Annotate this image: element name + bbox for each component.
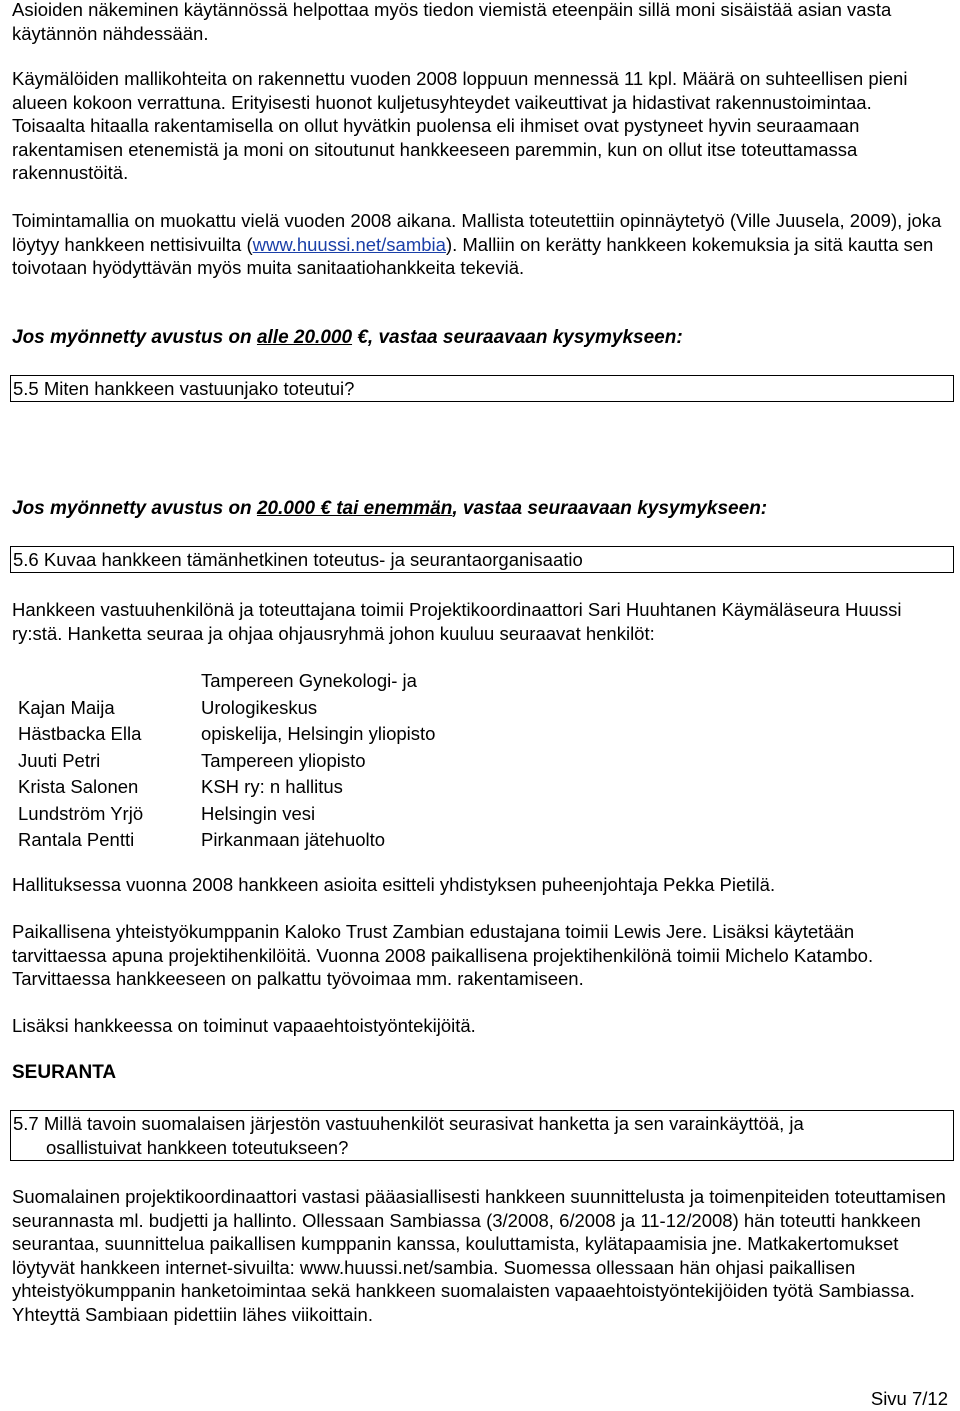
- member-organisation: Tampereen Gynekologi- ja: [201, 670, 417, 691]
- condition-heading-under-20000: Jos myönnetty avustus on alle 20.000 €, vastaa seuraavaan kysymykseen:: [12, 327, 683, 348]
- member-organisation: Helsingin vesi: [201, 802, 316, 824]
- condition-heading-20000-or-more: Jos myönnetty avustus on 20.000 € tai enemmän, vastaa seuraavaan kysymykseen:: [12, 498, 768, 519]
- steering-group-row: [12, 749, 612, 776]
- paragraph-monitoring: Suomalainen projektikoordinaattori vastasi pääasiallisesti hankkeen suunnittelusta ja toimenpiteiden toteuttamisen seurannasta ml. budjetti ja hallinto. Ollessaan Sambiassa (3/2008, 6/2008 ja 11-12/2008) hän toteutti hankkeen seurantaa, suunnittelua paikallisen kumppanin kanssa, kouluttamista, kylätapaamisia jne. Matkakertomukset löytyvät hankkeen internet-sivuilta: www.huussi.net/sambia. Suomessa ollessaan hän ohjasi paikallisen yhteistyökumppanin hanketoimintaa sekä hankkeen suomalaisten vapaaehtoistyöntekijöiden työtä Sambiassa. Yhteyttä Sambiaan pidettiin lähes viikoittain.: [12, 1186, 946, 1325]
- steering-group-row: [12, 722, 612, 749]
- question-5-7-box: [10, 1110, 954, 1161]
- steering-group-row: [12, 696, 612, 723]
- question-5-7-line2: osallistuivat hankkeen toteutukseen?: [46, 1136, 349, 1158]
- question-5-5-box: 5.5 Miten hankkeen vastuunjako toteutui?: [10, 375, 954, 402]
- text-after-link: ). Malliin on kerätty hankkeen kokemuksia ja sitä kautta sen toivotaan hyödyttävän myös muita sanitaatiohankkeita tekeviä.: [12, 233, 934, 278]
- website-link[interactable]: www.huussi.net/sambia: [252, 233, 446, 255]
- question-5-6-box: 5.6 Kuvaa hankkeen tämänhetkinen toteutus- ja seurantaorganisaatio: [10, 546, 954, 573]
- steering-group-row: [12, 802, 612, 829]
- paragraph-volunteers: Lisäksi hankkeessa on toiminut vapaaehtoistyöntekijöitä.: [12, 1015, 476, 1036]
- section-heading-seuranta: SEURANTA: [12, 1062, 117, 1083]
- member-organisation: Urologikeskus: [201, 696, 318, 718]
- steering-group-row: [12, 775, 612, 802]
- steering-group-row: [12, 828, 612, 855]
- paragraph-local-partner: Paikallisena yhteistyökumppanin Kaloko Trust Zambian edustajana toimii Lewis Jere. Lisäksi käytetään tarvittaessa apuna projektihenkilöitä. Vuonna 2008 paikallisena projektihenkilönä toimii Michelo Katambo. Tarvittaessa hankkeeseen on palkattu työvoimaa mm. rakentamiseen.: [12, 921, 874, 989]
- paragraph-model-sites: Käymälöiden mallikohteita on rakennettu vuoden 2008 loppuun mennessä 11 kpl. Määrä on suhteellisen pieni alueen kokoon verrattuna. Erityisesti huonot kuljetusyhteydet vaikeuttivat ja hidastivat rakennustoimintaa. Toisaalta hitaalla rakentamisella on ollut hyvätkin puolensa eli ihmiset ovat pystyneet hyvin seuraamaan rakentamisen etenemistä ja moni on sitoutunut hankkeeseen paremmin, kun on ollut itse toteuttamassa rakennustöitä.: [12, 68, 908, 183]
- member-name: Kajan Maija: [18, 696, 115, 718]
- steering-group-row: [12, 669, 612, 696]
- text-before-link: Toimintamallia on muokattu vielä vuoden 2008 aikana. Mallista toteutettiin opinnäytetyö (Ville Juusela, 2009), joka löytyy hankkeen nettisivuilta (: [12, 210, 942, 255]
- paragraph-responsible-person: Hankkeen vastuuhenkilönä ja toteuttajana toimii Projektikoordinaattori Sari Huuhtanen Käymäläseura Huussi ry:stä. Hanketta seuraa ja ohjaa ohjausryhmä johon kuuluu seuraavat henkilöt:: [12, 599, 902, 644]
- steering-group-list: [12, 669, 612, 855]
- member-name: Lundström Yrjö: [18, 802, 144, 824]
- member-organisation: Tampereen yliopisto: [201, 749, 366, 771]
- member-name: Krista Salonen: [18, 776, 139, 797]
- page-number: Sivu 7/12: [870, 1388, 948, 1409]
- question-5-7-line1: 5.7 Millä tavoin suomalaisen järjestön vastuuhenkilöt seurasivat hanketta ja sen varainkäyttöä, ja: [13, 1113, 804, 1134]
- member-organisation: Pirkanmaan jätehuolto: [201, 829, 386, 850]
- paragraph-operating-model: [12, 209, 948, 280]
- paragraph-practice: Asioiden näkeminen käytännössä helpottaa myös tiedon viemistä eteenpäin sillä moni sisäistää asian vasta käytännön nähdessään.: [12, 0, 892, 44]
- member-name: Rantala Pentti: [18, 829, 135, 850]
- member-name: Hästbacka Ella: [18, 723, 142, 744]
- paragraph-board: Hallituksessa vuonna 2008 hankkeen asioita esitteli yhdistyksen puheenjohtaja Pekka Pietilä.: [12, 874, 776, 895]
- member-name: Juuti Petri: [18, 749, 101, 771]
- member-organisation: opiskelija, Helsingin yliopisto: [201, 723, 436, 744]
- member-organisation: KSH ry: n hallitus: [201, 776, 343, 797]
